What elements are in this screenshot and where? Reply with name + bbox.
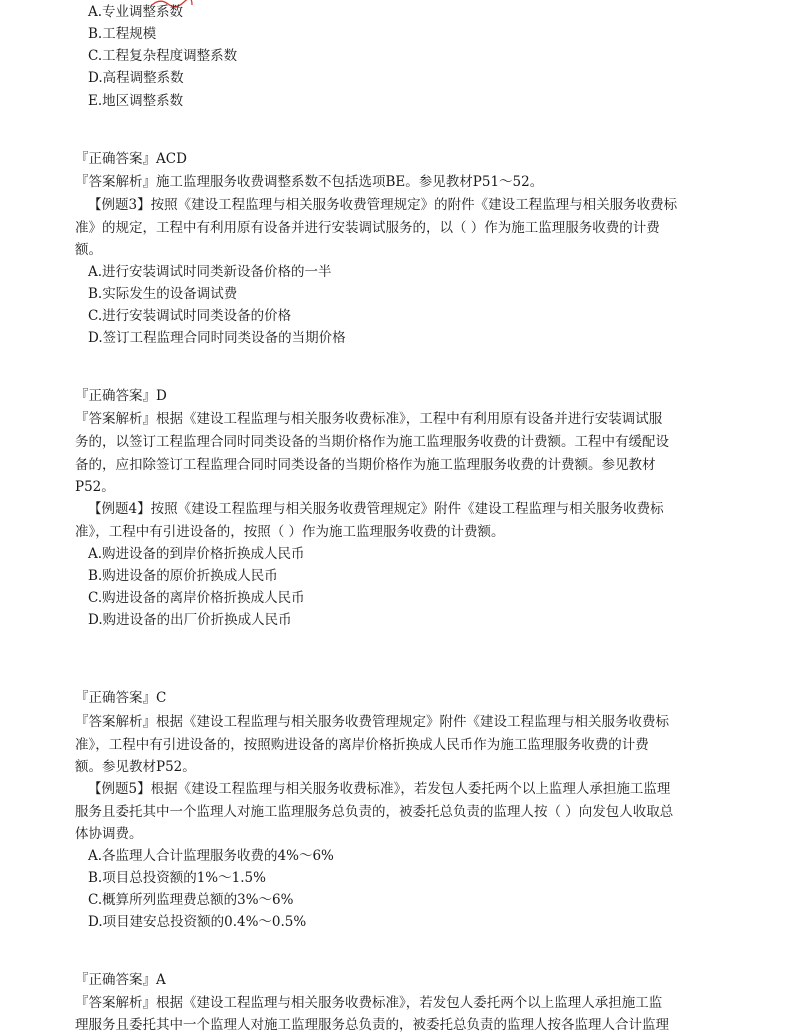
answer-analysis-line: 『答案解析』根据《建设工程监理与相关服务收费标准》，工程中有利用原有设备并进行安装调试服: [75, 411, 663, 427]
option-e: E.地区调整系数: [88, 93, 184, 109]
option-b: B.工程规模: [88, 26, 157, 42]
option-a: A.进行安装调试时同类新设备价格的一半: [88, 264, 332, 280]
question-stem-line: 【例题4】按照《建设工程监理与相关服务收费管理规定》附件《建设工程监理与相关服务收费标: [88, 501, 664, 517]
option-a: A.专业调整系数: [88, 4, 184, 20]
correct-answer: 『正确答案』D: [75, 388, 167, 404]
option-b: B.购进设备的原价折换成人民币: [88, 568, 278, 584]
question-stem-line: 体协调费。: [75, 826, 143, 842]
option-d: D.高程调整系数: [88, 70, 184, 86]
question-stem-line: 服务且委托其中一个监理人对施工监理服务总负责的，被委托总负责的监理人按（ ）向发包人收取总: [75, 804, 674, 820]
option-a: A.各监理人合计监理服务收费的4%～6%: [88, 848, 334, 864]
option-d: D.签订工程监理合同时同类设备的当期价格: [88, 330, 346, 346]
option-c: C.工程复杂程度调整系数: [88, 48, 238, 64]
answer-analysis-line: 『答案解析』根据《建设工程监理与相关服务收费管理规定》附件《建设工程监理与相关服务收费标: [75, 714, 669, 730]
answer-analysis-line: P52。: [75, 479, 115, 495]
correct-answer: 『正确答案』ACD: [75, 151, 187, 167]
question-stem-line: 额。: [75, 242, 102, 258]
option-b: B.项目总投资额的1%～1.5%: [88, 870, 266, 886]
question-stem-line: 【例题5】根据《建设工程监理与相关服务收费标准》，若发包人委托两个以上监理人承担施工监理: [88, 781, 671, 797]
question-stem-line: 【例题3】按照《建设工程监理与相关服务收费管理规定》的附件《建设工程监理与相关服务收费标: [88, 197, 678, 213]
option-a: A.购进设备的到岸价格折换成人民币: [88, 546, 305, 562]
question-stem-line: 准》的规定，工程中有利用原有设备并进行安装调试服务的，以（ ）作为施工监理服务收费的计费: [75, 220, 660, 236]
answer-analysis-line: 务的，以签订工程监理合同时同类设备的当期价格作为施工监理服务收费的计费额。工程中有缓配设: [75, 434, 669, 450]
correct-answer: 『正确答案』C: [75, 690, 167, 706]
answer-analysis-line: 『答案解析』根据《建设工程监理与相关服务收费标准》，若发包人委托两个以上监理人承担施工监: [75, 995, 663, 1011]
option-b: B.实际发生的设备调试费: [88, 286, 238, 302]
option-d: D.项目建安总投资额的0.4%～0.5%: [88, 914, 307, 930]
option-d: D.购进设备的出厂价折换成人民币: [88, 612, 292, 628]
question-stem-line: 准》，工程中有引进设备的，按照（ ）作为施工监理服务收费的计费额。: [75, 524, 505, 540]
option-c: C.进行安装调试时同类设备的价格: [88, 308, 292, 324]
option-c: C.购进设备的离岸价格折换成人民币: [88, 590, 305, 606]
answer-analysis-line: 理服务且委托其中一个监理人对施工监理服务总负责的，被委托总负责的监理人按各监理人合计监理: [75, 1017, 669, 1033]
correct-answer: 『正确答案』A: [75, 972, 166, 988]
option-c: C.概算所列监理费总额的3%～6%: [88, 892, 294, 908]
answer-analysis-line: 额。参见教材P52。: [75, 759, 196, 775]
answer-analysis-line: 备的，应扣除签订工程监理合同时同类设备的当期价格作为施工监理服务收费的计费额。参见教材: [75, 457, 656, 473]
answer-analysis-line: 准》，工程中有引进设备的，按照购进设备的离岸价格折换成人民币作为施工监理服务收费的计费: [75, 737, 649, 753]
answer-analysis-line: 『答案解析』施工监理服务收费调整系数不包括选项BE。参见教材P51～52。: [75, 174, 544, 190]
